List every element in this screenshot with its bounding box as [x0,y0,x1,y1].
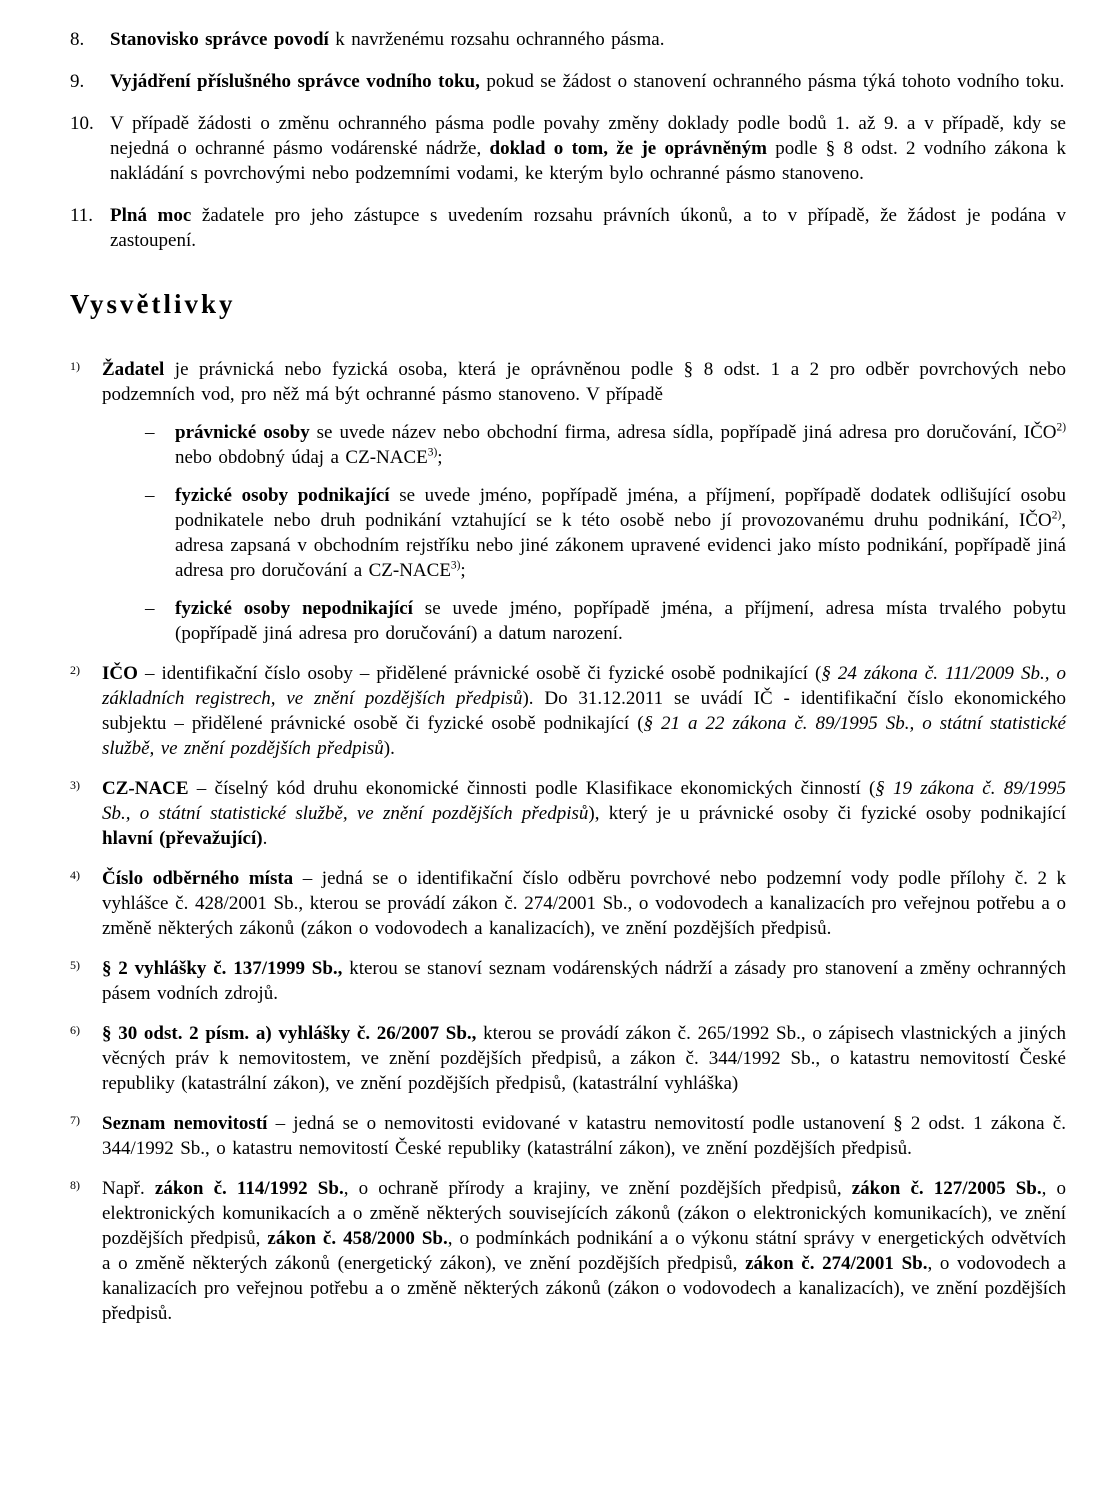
footnote-1 [70,357,1066,646]
footnote-text: IČO – identifikační číslo osoby – přidělené právnické osobě či fyzické osobě podnikající (§ 24 zákona č. 111/2009 Sb., o základních registrech, ve znění pozdějších předpisů). Do 31.12.2011 se uvádí IČ - identifikační číslo ekonomického subjektu – přidělené právnické osobě či fyzické osobě podnikající (§ 21 a 22 zákona č. 89/1995 Sb., o státní statistické službě, ve znění pozdějších předpisů). [102,663,1067,759]
footnote-6 [70,1021,1066,1096]
footnote-marker: 3) [70,778,80,792]
list-item-number: 11. [70,205,94,226]
footnote-text: Žadatel je právnická nebo fyzická osoba, která je oprávněnou podle § 8 odst. 1 a 2 pro odběr povrchových nebo podzemních vod, pro něž má být ochranné pásmo stanoveno. V případě [102,359,1066,405]
list-item-8 [70,27,1066,52]
list-item-number: 10. [70,113,94,134]
footnote-text: CZ-NACE – číselný kód druhu ekonomické činnosti podle Klasifikace ekonomických činností (§ 19 zákona č. 89/1995 Sb., o státní statistické službě, ve znění pozdějších předpisů), který je u právnické osoby či fyzické osoby podnikající hlavní (převažující). [102,778,1066,849]
numbered-list [70,27,1066,253]
footnote-2 [70,661,1066,761]
subitem-text: fyzické osoby nepodnikající se uvede jméno, popřípadě jména, a příjmení, adresa místa trvalého pobytu (popřípadě jiná adresa pro doručování) a datum narození. [175,598,1066,644]
footnote-8 [70,1176,1066,1326]
footnote-7 [70,1111,1066,1161]
footnote-marker: 2) [70,663,80,677]
footnote-4 [70,866,1066,941]
list-item-number: 9. [70,71,85,92]
subitem-text: fyzické osoby podnikající se uvede jméno, popřípadě jména, a příjmení, popřípadě dodatek odlišující osobu podnikatele nebo druh podnikání vztahující se k této osobě nebo jí provozovanému druhu podnikání, IČO$^{2)}$, adresa zapsaná v obchodním rejstříku nebo jiné zákonem upravené evidenci jako místo podnikání, popřípadě jiná adresa pro doručování a CZ-NACE$^{3)}$; [175,485,1066,581]
list-item-11 [70,203,1066,253]
subitem-text: právnické osoby se uvede název nebo obchodní firma, adresa sídla, popřípadě jiná adresa pro doručování, IČO$^{2)}$ nebo obdobný údaj a CZ-NACE$^{3)}$; [175,421,1066,468]
footnote-text: § 2 vyhlášky č. 137/1999 Sb., kterou se stanoví seznam vodárenských nádrží a zásady pro stanovení a změny ochranných pásem vodních zdrojů. [102,958,1067,1004]
footnotes-list [70,357,1066,1326]
footnote-1-subitem-1 [145,420,1066,470]
footnote-text: § 30 odst. 2 písm. a) vyhlášky č. 26/2007 Sb., kterou se provádí zákon č. 265/1992 Sb., o zápisech vlastnických a jiných věcných práv k nemovitostem, ve znění pozdějších předpisů, a zákon č. 344/1992 Sb., o katastru nemovitostí České republiky (katastrální zákon), ve znění pozdějších předpisů, (katastrální vyhláška) [102,1023,1066,1094]
footnote-text: Seznam nemovitostí – jedná se o nemovitosti evidované v katastru nemovitostí podle ustanovení § 2 odst. 1 zákona č. 344/1992 Sb., o katastru nemovitostí České republiky (katastrální zákon), ve znění pozdějších předpisů. [102,1113,1066,1159]
list-item-text: V případě žádosti o změnu ochranného pásma podle povahy změny doklady podle bodů 1. až 9. a v případě, kdy se nejedná o ochranné pásmo vodárenské nádrže, doklad o tom, že je oprávněným podle § 8 odst. 2 vodního zákona k nakládání s povrchovými nebo podzemními vodami, ke kterým bylo ochranné pásmo stanoveno. [110,113,1066,184]
footnote-1-subitem-3 [145,596,1066,646]
list-item-9 [70,69,1066,94]
dash-bullet: – [145,598,155,619]
section-heading: Vysvětlivky [70,289,236,319]
list-item-text: Stanovisko správce povodí k navrženému rozsahu ochranného pásma. [110,29,665,50]
list-item-10 [70,111,1066,186]
list-item-text: Plná moc žadatele pro jeho zástupce s uvedením rozsahu právních úkonů, a to v případě, že žádost je podána v zastoupení. [110,205,1066,251]
footnote-marker: 4) [70,868,80,882]
list-item-number: 8. [70,29,85,50]
footnote-3 [70,776,1066,851]
footnote-text: Číslo odběrného místa – jedná se o identifikační číslo odběru povrchové nebo podzemní vody podle přílohy č. 2 k vyhlášce č. 428/2001 Sb., kterou se provádí zákon č. 274/2001 Sb., o vodovodech a kanalizacích pro veřejnou potřebu a o změně některých zákonů (zákon o vodovodech a kanalizacích), ve znění pozdějších předpisů. [102,868,1067,939]
footnote-marker: 8) [70,1178,80,1192]
list-item-text: Vyjádření příslušného správce vodního toku, pokud se žádost o stanovení ochranného pásma týká tohoto vodního toku. [110,71,1065,92]
footnote-marker: 7) [70,1113,80,1127]
footnote-1-subitem-2 [145,483,1066,583]
footnote-marker: 1) [70,359,80,373]
dash-bullet: – [145,485,155,506]
footnote-marker: 6) [70,1023,80,1037]
footnote-5 [70,956,1066,1006]
footnote-text: Např. zákon č. 114/1992 Sb., o ochraně přírody a krajiny, ve znění pozdějších předpisů, zákon č. 127/2005 Sb., o elektronických komunikacích a o změně některých souvisejících zákonů (zákon o elektronických komunikacích), ve znění pozdějších předpisů, zákon č. 458/2000 Sb., o podmínkách podnikání a o výkonu státní správy v energetických odvětvích a o změně některých zákonů (energetický zákon), ve znění pozdějších předpisů, zákon č. 274/2001 Sb., o vodovodech a kanalizacích pro veřejnou potřebu a o změně některých zákonů (zákon o vodovodech a kanalizacích), ve znění pozdějších předpisů. [102,1178,1067,1324]
footnote-marker: 5) [70,958,80,972]
dash-bullet: – [145,422,155,443]
